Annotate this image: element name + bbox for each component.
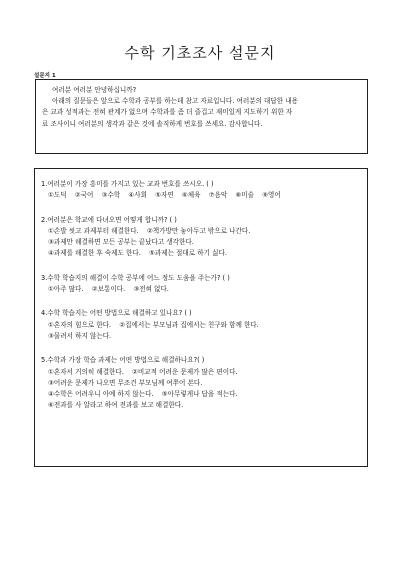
intro-line: 료 조사이니 여러분의 생각과 같은 것에 솔직하게 번호를 쓰세요. 감사합니다. bbox=[42, 119, 263, 128]
option: ③수학 bbox=[101, 191, 121, 200]
option-line bbox=[41, 237, 361, 248]
option: ④수학은 어려우니 아예 하지 않는다. bbox=[48, 390, 154, 399]
option: ④사회 bbox=[128, 191, 147, 200]
option: ⑧미술 bbox=[235, 191, 255, 200]
option-line bbox=[41, 389, 361, 400]
option: ②책가방만 놓아두고 밖으로 나간다. bbox=[146, 226, 251, 235]
option: ⑤과제는 절대로 하기 싫다. bbox=[148, 249, 227, 258]
option: ③물려서 하지 않는다. bbox=[48, 331, 112, 340]
option: ②국어 bbox=[74, 191, 94, 200]
option: ③어려운 문제가 나오면 무조건 부모님께 여쭈어 본다. bbox=[48, 378, 203, 387]
question-text: 3.수학 학습지의 해결이 수학 공부에 어느 정도 도움을 주는가? ( ) bbox=[41, 273, 230, 282]
option: ⑥전과를 사 알라고 하여 전과를 보고 해결한다. bbox=[48, 401, 184, 410]
option-line bbox=[41, 284, 361, 295]
option-line bbox=[41, 320, 361, 331]
option: ⑥체육 bbox=[181, 191, 201, 200]
option-line bbox=[41, 400, 361, 411]
option: ②보통이다. bbox=[91, 285, 126, 294]
option-line bbox=[41, 367, 361, 378]
option: ①손발 씻고 과제부터 해결한다. bbox=[48, 226, 139, 235]
question-4 bbox=[41, 308, 361, 342]
question-text: 5.수학과 가장 학습 과제는 어떤 방법으로 해결하나요?( ) bbox=[41, 356, 205, 365]
option: ②집에서는 부모님과 집에서는 친구와 함께 한다. bbox=[119, 320, 259, 329]
option: ①아주 많다. bbox=[48, 285, 84, 294]
option-line bbox=[41, 331, 361, 342]
question-2 bbox=[41, 215, 361, 260]
intro-greeting: 여러분 여러분 안녕하십니까? bbox=[52, 86, 137, 94]
option: ①혼자의 힘으로 한다. bbox=[48, 320, 112, 329]
option-line bbox=[41, 190, 361, 201]
question-5 bbox=[41, 355, 361, 411]
question-3 bbox=[41, 273, 361, 296]
question-text: 2.여러분은 학교에 다녀오면 어떻게 합니까? ( ) bbox=[41, 215, 177, 224]
option: ②비교적 어려운 문제가 많은 편이다. bbox=[132, 367, 238, 376]
option: ①도덕 bbox=[48, 191, 67, 200]
question-1 bbox=[41, 179, 361, 202]
intro-line: 아래의 질문들은 앞으로 수학과 공부를 하는데 참고 자료입니다. 여러분의 대답한 내용 bbox=[52, 97, 298, 106]
option: ⑦음악 bbox=[208, 191, 228, 200]
option: ①혼자서 거의히 해결한다. bbox=[48, 367, 124, 376]
intro-box bbox=[35, 79, 368, 154]
intro-line: 은 교과 성적과는 전혀 관계가 없으며 수학과를 좀 더 즐겁고 재미있게 지도하기 위한 자 bbox=[42, 108, 293, 117]
questions-box bbox=[34, 168, 368, 467]
option-line bbox=[41, 226, 361, 237]
option: ④과제를 해결한 후 숙제도 한다. bbox=[48, 249, 141, 258]
option-line bbox=[41, 378, 361, 389]
option-line bbox=[41, 248, 361, 259]
option: ⑤아무렇게나 답을 적는다. bbox=[161, 390, 238, 399]
question-text: 4.수학 학습지는 어떤 방법으로 해결하고 있나요? ( ) bbox=[41, 309, 192, 318]
option: ③과제만 해결하면 모든 공부는 끝났다고 생각한다. bbox=[48, 238, 194, 247]
option: ③전혀 없다. bbox=[133, 285, 169, 294]
option: ⑤자연 bbox=[155, 191, 174, 200]
page-title: 수학 기초조사 설문지 bbox=[124, 44, 276, 62]
question-text: 1.여러분이 가장 흥미를 가지고 있는 교과 번호를 쓰시오. ( ) bbox=[41, 180, 214, 188]
section-label: 설문지 1 bbox=[34, 73, 56, 79]
option: ⑨영어 bbox=[262, 191, 281, 200]
